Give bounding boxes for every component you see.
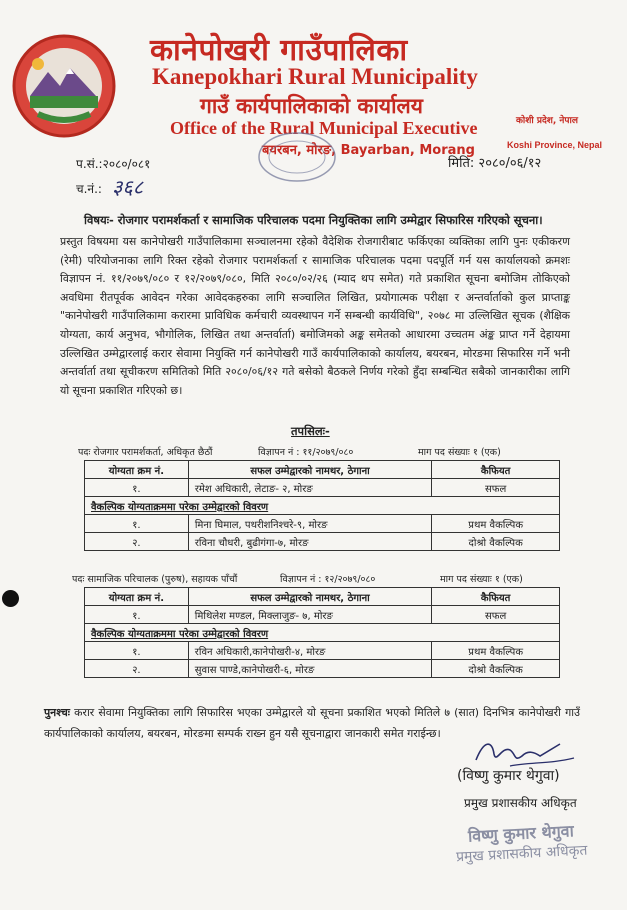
post-2-demand: माग पद संख्याः १ (एक) [440, 574, 523, 585]
notice-subject: विषयः- रोजगार परामर्शकर्ता र सामाजिक परिचालक पदमा नियुक्तिका लागि उम्मेद्वार सिफारिस गरिएको सूचना। [84, 213, 543, 227]
office-stamp [254, 128, 340, 186]
table-header-row [85, 588, 560, 606]
office-title-nepali: गाउँ कार्यपालिकाको कार्यालय [200, 94, 423, 118]
post-1-ad-number: विज्ञापन नं : ११/२०७९/०८० [258, 447, 354, 458]
row-remark: सफल [432, 606, 560, 624]
table-row [85, 642, 560, 660]
alternates-heading: वैकल्पिक योग्यताक्रममा परेका उम्मेद्वारको विवरण [85, 497, 560, 515]
row-name: रविन अधिकारी,कानेपोखरी-४, मोरङ [188, 642, 432, 660]
row-rank: १. [85, 479, 189, 497]
header-name: सफल उम्मेद्वारको नामथर, ठेगाना [188, 588, 432, 606]
table-row [85, 479, 560, 497]
row-rank: १. [85, 606, 189, 624]
table-row [85, 660, 560, 678]
row-rank: १. [85, 642, 189, 660]
header-remark: कैफियत [432, 588, 560, 606]
row-name: मिना घिमाल, पथरीशनिश्चरे-९, मोरङ [188, 515, 431, 533]
row-name: रमेश अधिकारी, लेटाङ- २, मोरङ [188, 479, 431, 497]
post-1-result-table [84, 460, 560, 551]
row-name: मिथिलेश मण्डल, मिक्लाजुङ- ७, मोरङ [188, 606, 432, 624]
dispatch-number-label: च.नं.: [76, 182, 102, 196]
row-rank: १. [85, 515, 189, 533]
province-english: Koshi Province, Nepal [507, 140, 603, 150]
alternates-heading-row [85, 497, 560, 515]
alternates-heading: वैकल्पिक योग्यताक्रममा परेका उम्मेद्वारको विवरण [85, 624, 560, 642]
details-heading: तपसिलः- [291, 424, 330, 438]
reference-number: प.सं.:२०८०/०८१ [76, 157, 151, 171]
row-remark: सफल [432, 479, 560, 497]
header-rank: योग्यता क्रम नं. [85, 588, 189, 606]
signatory-title: प्रमुख प्रशासकीय अधिकृत [464, 796, 577, 810]
table-row [85, 606, 560, 624]
post-1-title: पदः रोजगार परामर्शकर्ता, अधिकृत छैठौं [78, 447, 213, 458]
postscript-label: पुनश्चः [44, 706, 70, 719]
row-rank: २. [85, 660, 189, 678]
postscript-text: करार सेवामा नियुक्तिका लागि सिफारिस भएका उम्मेद्वारले यो सूचना प्रकाशित भएको मितिले ७ (सात) दिनभित्र कानेपोखरी गाउँ कार्यपालिकाको कार्यालय, बयरबन, मोरङमा सम्पर्क राख्न हुन यसै सूचनाद्वारा जानकारी समेत गराईन्छ। [44, 706, 581, 740]
office-title-english: Office of the Rural Municipal Executive [170, 118, 478, 138]
notice-body: प्रस्तुत विषयमा यस कानेपोखरी गाउँपालिकामा सञ्चालनमा रहेको वैदेशिक रोजगारीबाट फर्किएका व्यक्तिका लागि पुनः एकीकरण (रेमी) परियोजनाका लागि रिक्त रहेको रोजगार परामर्शकर्ता र सामाजिक परिचालक पदमा पदपूर्ति गर्न यस कार्यालयको क्रमशः विज्ञापन नं. ११/२०७९/०८० र १२/२०७९/०८०, मिति २०८०/०२/२६ (म्याद थप समेत) गते प्रकाशित सूचना बमोजिम तोकिएको अवधिमा रीतपूर्वक आवेदन गरेका आवेदकहरुका लागि सञ्चालित लिखित, प्रयोगात्मक परीक्षा र अन्तर्वार्ताको कुल प्राप्ताङ्क "कानेपोखरी गाउँपालिकामा करारमा प्राविधिक कर्मचारी व्यवस्थापन गर्ने सम्बन्धी कार्यविधि", २०७८ मा उल्लिखित सूचक (शैक्षिक योग्यता, कार्य अनुभव, भौगोलिक, लिखित तथा अन्तर्वार्ता) बमोजिमको अङ्क समेतको आधारमा उच्चतम अंङ्क प्राप्त गर्ने देहायमा उल्लिखित उम्मेद्वारलाई करार सेवामा नियुक्ति गर्न कानेपोखरी गाउँ कार्यपालिकाको कार्यालय, बयरबन, मोरङमा सिफारिस गर्ने भनी अन्तर्वार्ता तथा सूचीकरण समितिको मिति २०८०/०६/१२ गते बसेको बैठकले निर्णय गरेको हुँदा सम्बन्धित सबैको जानकारीका लागि यो सूचना प्रकाशित गरिएको छ। [60, 235, 570, 397]
alternates-heading-row [85, 624, 560, 642]
table-row [85, 515, 560, 533]
row-remark: दोश्रो वैकल्पिक [432, 533, 560, 551]
post-2-result-table [84, 587, 560, 678]
punch-hole [2, 590, 19, 607]
row-remark: दोश्रो वैकल्पिक [432, 660, 560, 678]
post-1-demand: माग पद संख्याः १ (एक) [418, 447, 501, 458]
header-name: सफल उम्मेद्वारको नामथर, ठेगाना [188, 461, 431, 479]
table-header-row [85, 461, 560, 479]
municipality-title-nepali: कानेपोखरी गाउँपालिका [150, 33, 408, 68]
municipality-title-english: Kanepokhari Rural Municipality [152, 64, 478, 89]
row-remark: प्रथम वैकल्पिक [432, 515, 560, 533]
table-row [85, 533, 560, 551]
province-nepali: कोशी प्रदेश, नेपाल [516, 116, 578, 126]
row-name: रविना चौधरी, बुढीगंगा-७, मोरङ [188, 533, 431, 551]
post-2-ad-number: विज्ञापन नं : १२/२०७९/०८० [280, 574, 376, 585]
office-address: बयरबन, मोरङ, Bayarban, Morang [262, 143, 475, 158]
document-date: मिति: २०८०/०६/१२ [448, 156, 542, 171]
signatory-name: (विष्णु कुमार थेगुवा) [457, 768, 560, 784]
row-remark: प्रथम वैकल्पिक [432, 642, 560, 660]
municipality-logo [8, 30, 120, 142]
seal-name: विष्णु कुमार थेगुवा [467, 821, 575, 846]
dispatch-number-value: ३६८ [112, 175, 144, 199]
header-remark: कैफियत [432, 461, 560, 479]
post-2-title: पदः सामाजिक परिचालक (पुरुष), सहायक पाँचौं [72, 574, 238, 585]
seal-title: प्रमुख प्रशासकीय अधिकृत [455, 842, 588, 866]
row-rank: २. [85, 533, 189, 551]
header-rank: योग्यता क्रम नं. [85, 461, 189, 479]
row-name: सुवास पाण्डे,कानेपोखरी-६, मोरङ [188, 660, 432, 678]
